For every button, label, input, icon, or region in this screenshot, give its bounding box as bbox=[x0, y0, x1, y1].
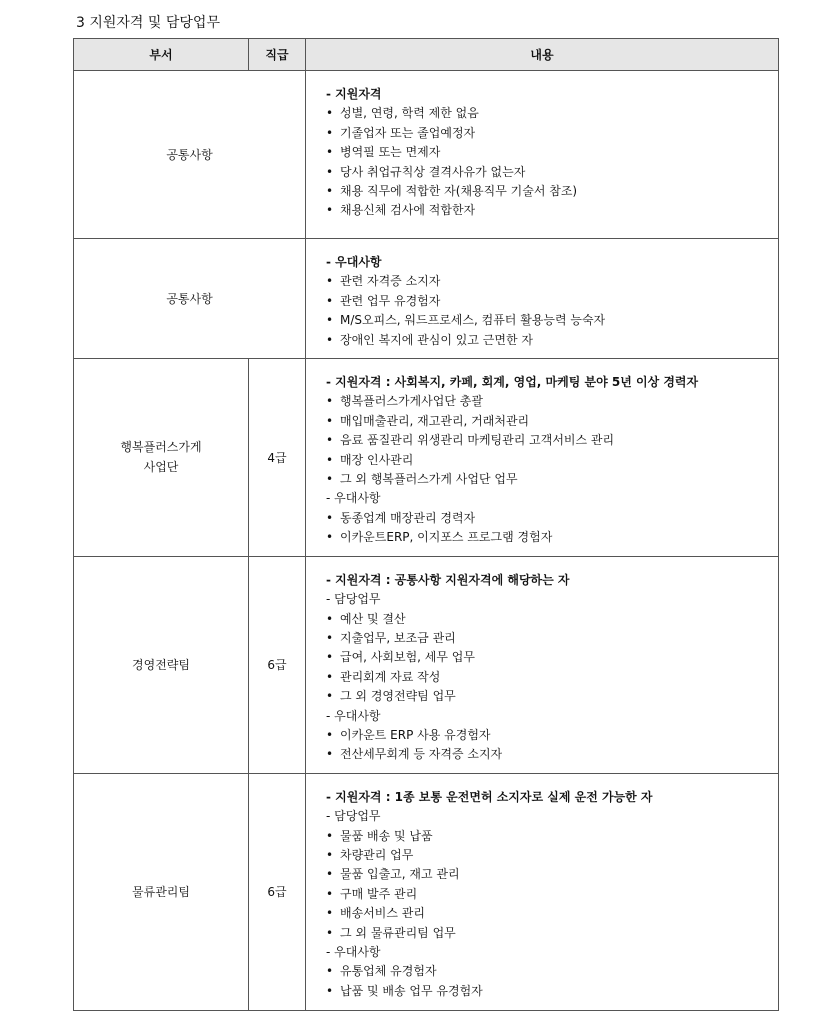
bullet-item: • 지출업무, 보조금 관리 bbox=[326, 629, 772, 648]
bullet-item: • 배송서비스 관리 bbox=[326, 904, 772, 923]
bullet-item: • 채용신체 검사에 적합한자 bbox=[326, 201, 772, 220]
content-cell bbox=[306, 359, 779, 557]
section-title: 3 지원자격 및 담당업무 bbox=[76, 15, 220, 31]
content-subheading: - 담당업무 bbox=[326, 592, 381, 607]
bullet-item: • 당사 취업규칙상 결격사유가 없는자 bbox=[326, 163, 772, 182]
table-row bbox=[74, 239, 779, 359]
bullet-item: • 그 외 경영전략팀 업무 bbox=[326, 687, 772, 706]
bullet-item: • M/S오피스, 워드프로세스, 컴퓨터 활용능력 능숙자 bbox=[326, 311, 772, 330]
dept-cell: 공통사항 bbox=[74, 71, 306, 239]
content-heading: - 지원자격 : 사회복지, 카페, 회계, 영업, 마케팅 분야 5년 이상 경력자 bbox=[326, 375, 699, 390]
bullet-item: • 유통업체 유경험자 bbox=[326, 962, 772, 981]
content-subheading: - 담당업무 bbox=[326, 809, 381, 824]
dept-cell: 물류관리팀 bbox=[74, 773, 249, 1010]
content-cell bbox=[306, 556, 779, 773]
bullet-item: • 납품 및 배송 업무 유경험자 bbox=[326, 982, 772, 1001]
bullet-item: • 급여, 사회보험, 세무 업무 bbox=[326, 648, 772, 667]
table-row bbox=[74, 556, 779, 773]
bullet-item: • 관련 자격증 소지자 bbox=[326, 272, 772, 291]
content-heading: - 지원자격 : 1종 보통 운전면허 소지자로 실제 운전 가능한 자 bbox=[326, 789, 653, 804]
bullet-item: • 그 외 물류관리팀 업무 bbox=[326, 924, 772, 943]
content-cell bbox=[306, 773, 779, 1010]
content-heading: - 지원자격 bbox=[326, 87, 382, 101]
grade-cell: 6급 bbox=[249, 556, 306, 773]
content-heading: - 우대사항 bbox=[326, 255, 382, 269]
table-body bbox=[74, 71, 779, 1011]
bullet-item: • 그 외 행복플러스가게 사업단 업무 bbox=[326, 470, 772, 489]
bullet-item: • 이카운트ERP, 이지포스 프로그램 경험자 bbox=[326, 528, 772, 547]
content-subheading: - 우대사항 bbox=[326, 708, 381, 723]
bullet-item: • 물품 입출고, 재고 관리 bbox=[326, 865, 772, 884]
dept-cell: 행복플러스가게 사업단 bbox=[74, 359, 249, 557]
bullet-item: • 이카운트 ERP 사용 유경험자 bbox=[326, 726, 772, 745]
bullet-item: • 매장 인사관리 bbox=[326, 451, 772, 470]
content-cell bbox=[306, 239, 779, 359]
bullet-item: • 구매 발주 관리 bbox=[326, 885, 772, 904]
bullet-item: • 음료 품질관리 위생관리 마케팅관리 고객서비스 관리 bbox=[326, 431, 772, 450]
dept-cell: 경영전략팀 bbox=[74, 556, 249, 773]
bullet-item: • 채용 직무에 적합한 자(채용직무 기술서 참조) bbox=[326, 182, 772, 201]
table-row bbox=[74, 359, 779, 557]
bullet-item: • 관리회계 자료 작성 bbox=[326, 668, 772, 687]
content-subheading: - 우대사항 bbox=[326, 491, 381, 506]
bullet-item: • 병역필 또는 면제자 bbox=[326, 143, 772, 162]
grade-cell: 6급 bbox=[249, 773, 306, 1010]
bullet-item: • 성별, 연령, 학력 제한 없음 bbox=[326, 104, 772, 123]
header-grade: 직급 bbox=[249, 39, 306, 71]
bullet-item: • 물품 배송 및 납품 bbox=[326, 827, 772, 846]
dept-cell: 공통사항 bbox=[74, 239, 306, 359]
bullet-item: • 기졸업자 또는 졸업예정자 bbox=[326, 124, 772, 143]
content-subheading: - 우대사항 bbox=[326, 945, 381, 959]
bullet-item: • 관련 업무 유경험자 bbox=[326, 292, 772, 311]
grade-cell: 4급 bbox=[249, 359, 306, 557]
content-cell bbox=[306, 71, 779, 239]
content-heading: - 지원자격 : 공통사항 지원자격에 해당하는 자 bbox=[326, 572, 570, 587]
header-content: 내용 bbox=[306, 39, 779, 71]
table-header-row bbox=[74, 39, 779, 71]
table-row bbox=[74, 773, 779, 1010]
bullet-item: • 동종업계 매장관리 경력자 bbox=[326, 509, 772, 528]
bullet-item: • 차량관리 업무 bbox=[326, 846, 772, 865]
bullet-item: • 전산세무회계 등 자격증 소지자 bbox=[326, 745, 772, 764]
bullet-item: • 예산 및 결산 bbox=[326, 610, 772, 629]
bullet-item: • 장애인 복지에 관심이 있고 근면한 자 bbox=[326, 331, 772, 350]
header-dept: 부서 bbox=[74, 39, 249, 71]
bullet-item: • 행복플러스가게사업단 총괄 bbox=[326, 392, 772, 411]
table-row bbox=[74, 71, 779, 239]
bullet-item: • 매입매출관리, 재고관리, 거래처관리 bbox=[326, 412, 772, 431]
qualification-table bbox=[73, 38, 779, 1011]
